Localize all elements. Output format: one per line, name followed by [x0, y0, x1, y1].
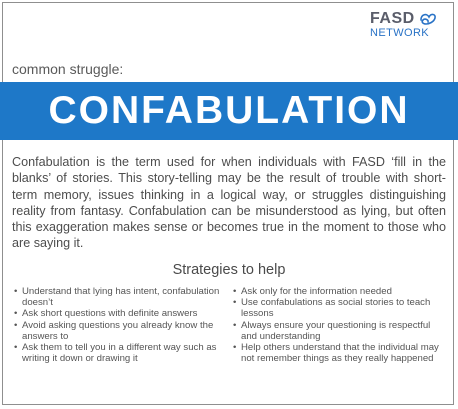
subtitle: common struggle: [12, 61, 124, 77]
list-item-text: Ask them to tell you in a different way such as writing it down or drawing it [22, 342, 217, 365]
bullet-icon: • [233, 286, 237, 297]
title-banner [0, 82, 458, 140]
bullet-icon: • [14, 286, 18, 297]
bullet-icon: • [14, 342, 18, 354]
heart-swirl-icon [419, 11, 437, 26]
list-item [14, 308, 224, 319]
strategies-left-list [14, 286, 224, 364]
list-item-text: Understand that lying has intent, confabulation doesn’t [22, 286, 220, 309]
bullet-icon: • [233, 297, 237, 309]
list-item-text: Help others understand that the individual may not remember things as they really happened [241, 342, 439, 365]
list-item [14, 342, 224, 364]
page-title: CONFABULATION [48, 89, 410, 132]
list-item-text: Use confabulations as social stories to teach lessons [241, 297, 431, 320]
fasd-network-logo [370, 10, 440, 42]
list-item-text: Avoid asking questions you already know the answers to [22, 319, 214, 342]
logo-network-text: NETWORK [370, 27, 430, 39]
list-item [233, 342, 448, 364]
bullet-icon: • [14, 308, 18, 320]
bullet-icon: • [14, 319, 18, 331]
list-item [14, 286, 224, 308]
logo-fasd-text: FASD [370, 10, 415, 27]
strategies-heading: Strategies to help [172, 262, 286, 278]
list-item-text: Always ensure your questioning is respectful and understanding [241, 319, 431, 342]
list-item [14, 320, 224, 342]
list-item [233, 297, 448, 319]
intro-paragraph: Confabulation is the term used for when individuals with FASD ‘fill in the blanks’ of stories. This story-telling may be the result of trouble with short-term memory, issues thinking in a logical way, or struggles distinguishing reality from fantasy. Confabulation can be misunderstood as lying, but often this exaggeration makes sense or becomes true in the moment to those who are saying it. [12, 155, 446, 251]
list-item-text: Ask short questions with definite answers [22, 308, 198, 320]
list-item [233, 320, 448, 342]
bullet-icon: • [233, 342, 237, 354]
bullet-icon: • [233, 319, 237, 331]
strategies-right-list [233, 286, 448, 364]
list-item [233, 286, 448, 297]
list-item-text: Ask only for the information needed [241, 286, 392, 297]
